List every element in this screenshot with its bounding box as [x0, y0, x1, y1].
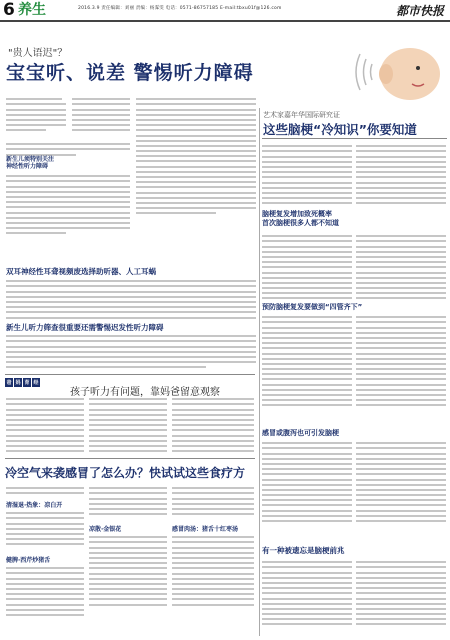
- masthead: [0, 0, 450, 20]
- cold-body-col-4: [89, 484, 167, 518]
- lead-body-col-1: [6, 95, 66, 135]
- kids-body-col-3: [172, 395, 254, 455]
- sidebar-body-col-9: [262, 558, 352, 629]
- sidebar-body-col-5: [262, 313, 352, 410]
- sidebar-body-col-1: [262, 142, 352, 207]
- cold-body-col-3: [6, 564, 84, 619]
- lead-subhead-1: 新生儿须特别关注 神经性听力障碍: [6, 156, 55, 170]
- masthead-rule: [0, 20, 450, 22]
- page-meta: 2016.3.9 责任编辑：刘丽 责编：杨霁雯 电话：0571-86757185 E-mail:tbxu01f@126.com: [78, 6, 282, 11]
- sidebar-title: 这些脑梗“冷知识”你要知道: [263, 122, 417, 137]
- sidebar-rule: [262, 138, 447, 139]
- lead-headline: 宝宝听、说差 警惕听力障碍: [6, 62, 254, 84]
- kids-body-col-1: [6, 395, 84, 455]
- cold-rule: [5, 458, 255, 459]
- sidebar-body-col-8: [356, 439, 446, 525]
- kids-rule: [5, 374, 255, 375]
- cold-title: 冷空气来袭感冒了怎么办？快试试这些食疗方: [5, 466, 246, 480]
- kids-tag-3: 育: [24, 380, 30, 386]
- sidebar-body-col-7: [262, 439, 352, 525]
- cold-body-col-5: [89, 533, 167, 609]
- section-name: 养生: [18, 2, 46, 18]
- sidebar-box-title-2: 预防脑梗复发要做到“四管齐下”: [262, 303, 363, 311]
- baby-hearing-illustration: [300, 24, 450, 102]
- sidebar-body-col-6: [356, 313, 446, 410]
- sidebar-box-title-4: 有一种被遗忘是脑梗前兆: [262, 546, 345, 555]
- lead-body-col-6: [6, 277, 256, 322]
- lead-body-col-7: [6, 332, 256, 372]
- cold-subhead-1: 清湿退·热象：凉白开: [6, 502, 63, 509]
- cold-subhead-3: 凉散·金银花: [89, 526, 122, 533]
- lead-body-col-4: [6, 172, 130, 237]
- kids-tag-2: 妈: [15, 380, 21, 386]
- cold-subhead-2: 健脾·西芹炒猪舌: [6, 557, 51, 564]
- sidebar-body-col-10: [356, 558, 446, 629]
- kids-tag-1: 爸: [6, 380, 12, 386]
- sidebar-body-col-2: [356, 142, 446, 207]
- sidebar-body-col-4: [356, 232, 446, 303]
- sidebar-kicker: 艺术家嘉年华国际研究证: [263, 111, 340, 119]
- cold-body-col-7: [172, 533, 254, 609]
- newspaper-name: 都市快报: [395, 4, 444, 18]
- cold-subhead-4: 感冒肉汤：猪舌十红枣汤: [172, 526, 239, 533]
- lead-subhead-2: 双耳神经性耳聋视频废选择助听器、人工耳蜗: [6, 267, 156, 276]
- kids-tag-4: 经: [33, 380, 39, 386]
- sidebar-box-title-1: 脑梗复发增加致死概率 首次脑梗很多人都不知道: [262, 210, 339, 227]
- sidebar-box-title-3: 感冒或腹泻也可引发脑梗: [262, 429, 339, 437]
- sidebar-body-col-3: [262, 232, 352, 303]
- kids-title: 孩子听力有问题，靠妈爸留意观察: [70, 387, 220, 398]
- cold-body-col-2: [6, 509, 84, 549]
- page-number: 6: [3, 0, 15, 20]
- cold-body-col-6: [172, 484, 254, 518]
- kids-tags: [5, 378, 40, 387]
- cold-body-col-1: [6, 484, 84, 498]
- lead-subhead-3: 新生儿听力筛查很重要还需警惕迟发性听力障碍: [6, 323, 164, 332]
- lead-kicker: "贵人语迟"？: [8, 48, 68, 59]
- lead-body-col-2: [72, 95, 130, 135]
- column-divider: [259, 108, 260, 636]
- kids-body-col-2: [89, 395, 167, 455]
- lead-body-col-5: [136, 95, 256, 218]
